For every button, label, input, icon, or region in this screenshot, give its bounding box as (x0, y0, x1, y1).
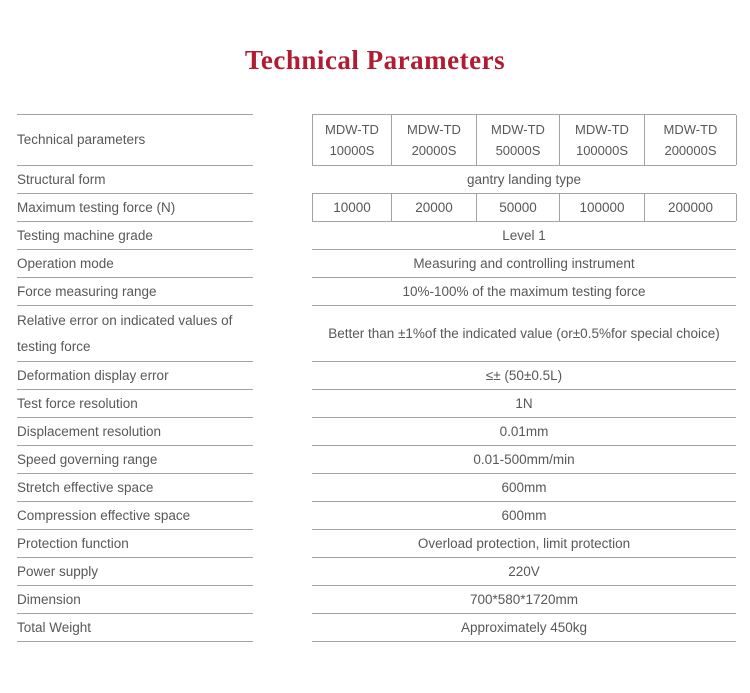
spec-value: 600mm (312, 474, 736, 502)
model-name: MDW-TD (407, 122, 461, 137)
spec-row-total-weight (0, 614, 750, 642)
force-value-cell: 20000 (392, 194, 477, 221)
spec-row-power-supply (0, 558, 750, 586)
spec-label: Deformation display error (17, 362, 253, 390)
spec-row-deformation-display-error (0, 362, 750, 390)
spec-value: 700*580*1720mm (312, 586, 736, 614)
model-column-header (645, 115, 737, 165)
column-gap (253, 222, 312, 250)
model-header-cells (312, 114, 736, 166)
spec-label: Testing machine grade (17, 222, 253, 250)
spec-value: Level 1 (312, 222, 736, 250)
model-code: 20000S (411, 143, 457, 158)
spec-label: Stretch effective space (17, 474, 253, 502)
spec-value: 10%-100% of the maximum testing force (312, 278, 736, 306)
spec-label: Dimension (17, 586, 253, 614)
model-column-header (313, 115, 392, 165)
spec-row-compression-effective-space (0, 502, 750, 530)
table-header-row (0, 114, 750, 166)
spec-value: 1N (312, 390, 736, 418)
model-column-header (477, 115, 560, 165)
spec-value-columns (312, 194, 736, 222)
model-column-header (392, 115, 477, 165)
spec-row-structural-form (0, 166, 750, 194)
column-gap (253, 530, 312, 558)
column-gap (253, 250, 312, 278)
model-code: 200000S (664, 143, 717, 158)
spec-value: Measuring and controlling instrument (312, 250, 736, 278)
column-gap (253, 166, 312, 194)
header-label: Technical parameters (17, 132, 146, 147)
spec-value: Approximately 450kg (312, 614, 736, 642)
force-value-cell: 10000 (313, 194, 392, 221)
spec-value: gantry landing type (312, 166, 736, 194)
spec-label: Total Weight (17, 614, 253, 642)
model-code: 100000S (575, 143, 629, 158)
spec-row-stretch-effective-space (0, 474, 750, 502)
column-gap (253, 114, 312, 166)
spec-row-speed-governing-range (0, 446, 750, 474)
spec-value: Overload protection, limit protection (312, 530, 736, 558)
spec-row-test-force-resolution (0, 390, 750, 418)
spec-label: Compression effective space (17, 502, 253, 530)
force-value-cell: 50000 (477, 194, 560, 221)
column-gap (253, 278, 312, 306)
column-gap (253, 362, 312, 390)
spec-row-relative-error (0, 306, 750, 362)
spec-label: Displacement resolution (17, 418, 253, 446)
column-gap (253, 306, 312, 362)
spec-row-displacement-resolution (0, 418, 750, 446)
model-column-header (560, 115, 645, 165)
spec-label: Power supply (17, 558, 253, 586)
column-gap (253, 502, 312, 530)
column-gap (253, 614, 312, 642)
spec-row-maximum-testing-force (0, 194, 750, 222)
column-gap (253, 390, 312, 418)
spec-label: Operation mode (17, 250, 253, 278)
column-gap (253, 586, 312, 614)
spec-value: 0.01-500mm/min (312, 446, 736, 474)
spec-row-dimension (0, 586, 750, 614)
spec-row-testing-machine-grade (0, 222, 750, 250)
column-gap (253, 558, 312, 586)
column-gap (253, 474, 312, 502)
spec-value: ≤± (50±0.5L) (312, 362, 736, 390)
model-name: MDW-TD (491, 122, 545, 137)
column-gap (253, 446, 312, 474)
spec-label: Structural form (17, 166, 253, 194)
spec-value: 600mm (312, 502, 736, 530)
spec-value: 220V (312, 558, 736, 586)
spec-row-force-measuring-range (0, 278, 750, 306)
spec-label: Maximum testing force (N) (17, 194, 253, 222)
spec-row-protection-function (0, 530, 750, 558)
model-name: MDW-TD (325, 122, 379, 137)
spec-label: Force measuring range (17, 278, 253, 306)
spec-label: Speed governing range (17, 446, 253, 474)
force-value-cell: 200000 (645, 194, 737, 221)
spec-label: Protection function (17, 530, 253, 558)
model-name: MDW-TD (663, 122, 718, 137)
column-gap (253, 194, 312, 222)
model-code: 50000S (495, 143, 541, 158)
spec-value: 0.01mm (312, 418, 736, 446)
technical-parameters-table (0, 114, 750, 642)
spec-label: Relative error on indicated values of testing force (17, 306, 253, 362)
spec-label: Test force resolution (17, 390, 253, 418)
spec-value: Better than ±1%of the indicated value (or±0.5%for special choice) (312, 306, 736, 362)
model-code: 10000S (329, 143, 375, 158)
model-name: MDW-TD (575, 122, 629, 137)
header-label-cell (17, 114, 253, 166)
force-value-cell: 100000 (560, 194, 645, 221)
spec-row-operation-mode (0, 250, 750, 278)
page-title: Technical Parameters (244, 45, 506, 75)
column-gap (253, 418, 312, 446)
